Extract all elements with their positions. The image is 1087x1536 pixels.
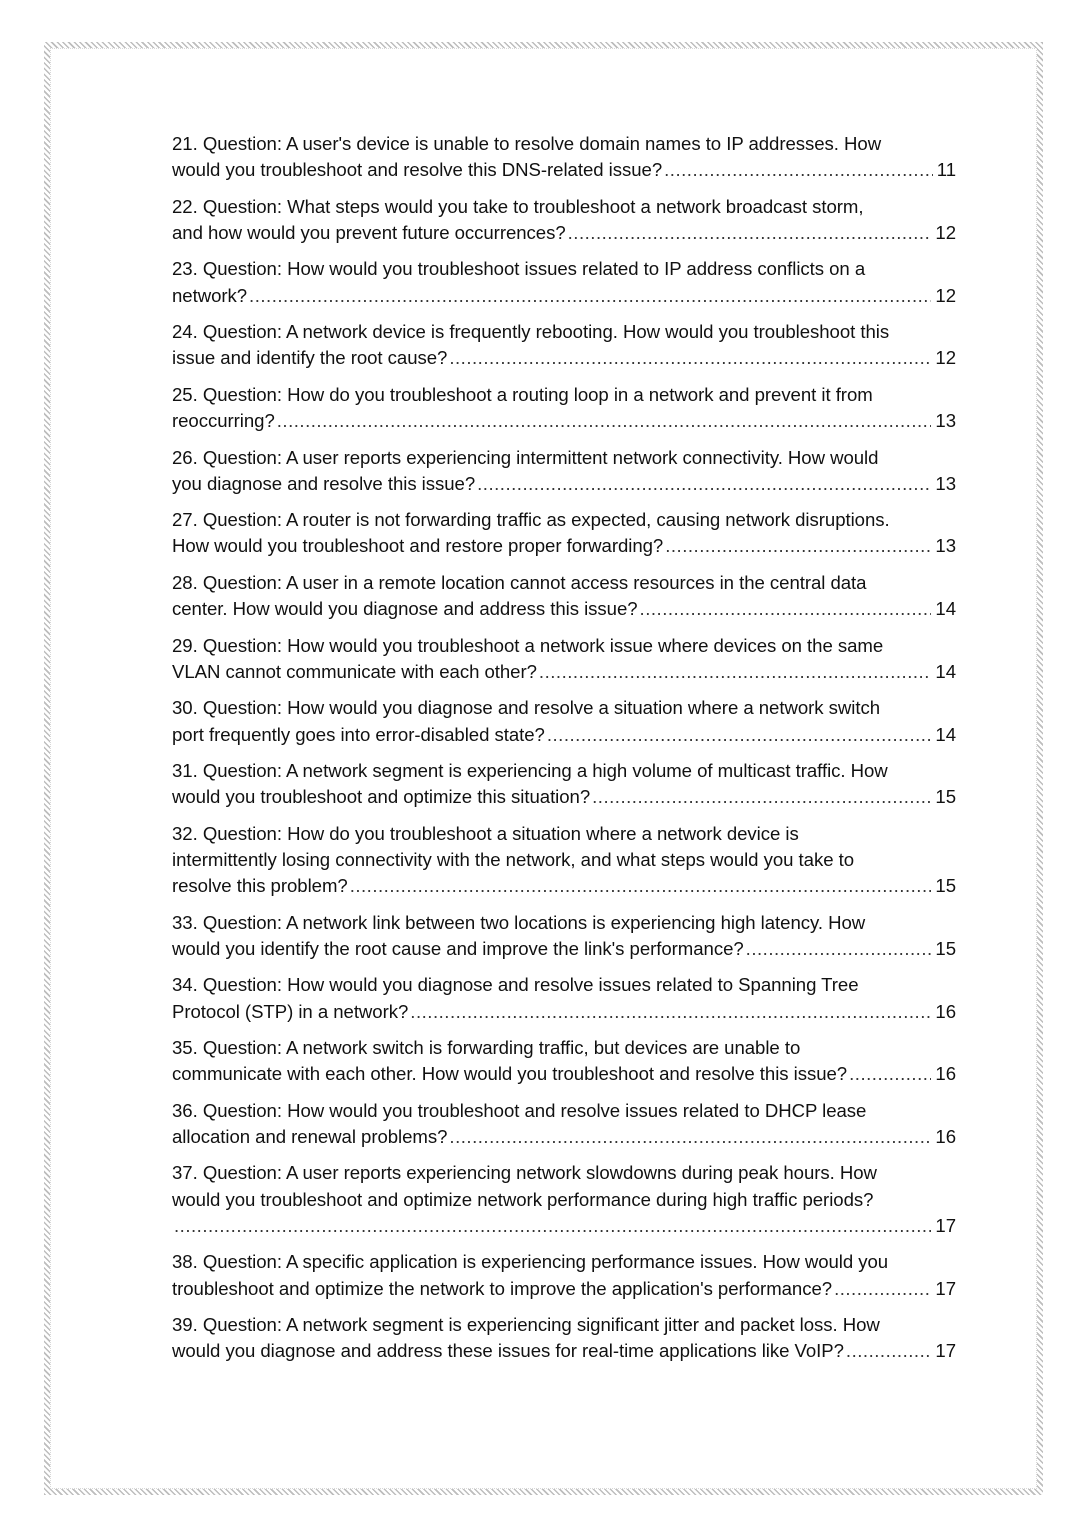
toc-page-number: 16 (935, 1063, 956, 1085)
toc-page-number: 12 (935, 284, 956, 306)
toc-entry-line: Question: A network segment is experiencing significant jitter and packet loss. How (202, 1314, 880, 1336)
toc-entry-tail: would you identify the root cause and improve the link's performance? (172, 937, 744, 959)
toc-entry[interactable] (172, 382, 956, 434)
toc-entry-last-line (172, 659, 956, 685)
toc-entry-title (172, 972, 956, 998)
toc-entry-number: 25. (172, 383, 198, 405)
dot-leader (834, 1276, 931, 1302)
toc-entry[interactable] (172, 1098, 956, 1150)
toc-page-number: 16 (935, 1125, 956, 1147)
toc-entry-number: 34. (172, 974, 198, 996)
toc-entry-title (172, 1160, 956, 1212)
toc-page-number: 13 (935, 410, 956, 432)
toc-entry[interactable] (172, 1160, 956, 1239)
toc-entry[interactable] (172, 910, 956, 962)
toc-entry-line: Question: A router is not forwarding traffic as expected, causing network disruptions. (202, 509, 890, 531)
toc-entry[interactable] (172, 194, 956, 246)
toc-entry-last-line (172, 1213, 956, 1239)
dot-leader (664, 157, 933, 183)
toc-entry[interactable] (172, 821, 956, 900)
toc-entry[interactable] (172, 695, 956, 747)
toc-entry-line: Question: How would you troubleshoot and resolve issues related to DHCP lease (202, 1099, 867, 1121)
toc-entry[interactable] (172, 570, 956, 622)
dot-leader (746, 936, 932, 962)
dot-leader (539, 659, 931, 685)
dot-leader (410, 999, 931, 1025)
toc-entry[interactable] (172, 319, 956, 371)
toc-entry-line: Question: A network device is frequently rebooting. How would you troubleshoot this (202, 321, 890, 343)
toc-entry-line: Question: What steps would you take to troubleshoot a network broadcast storm, (202, 195, 864, 217)
toc-entry-line: Question: A user's device is unable to resolve domain names to IP addresses. How (202, 133, 882, 154)
toc-entry-number: 35. (172, 1037, 198, 1059)
table-of-contents (172, 131, 956, 1375)
toc-entry-tail: issue and identify the root cause? (172, 347, 448, 369)
toc-entry-line: would you troubleshoot and optimize network performance during high traffic periods? (172, 1188, 874, 1210)
dot-leader (849, 1061, 931, 1087)
toc-entry-last-line (172, 596, 956, 622)
toc-entry[interactable] (172, 1312, 956, 1364)
toc-entry-number: 38. (172, 1251, 198, 1273)
toc-entry-tail: allocation and renewal problems? (172, 1125, 448, 1147)
toc-entry-number: 32. (172, 822, 198, 844)
toc-entry-tail: network? (172, 284, 248, 306)
dot-leader (846, 1338, 931, 1364)
dot-leader (477, 471, 931, 497)
toc-entry-title (172, 507, 956, 533)
toc-entry-title (172, 1098, 956, 1124)
toc-entry-line: Question: How would you troubleshoot a network issue where devices on the same (202, 634, 884, 656)
dot-leader (449, 1124, 931, 1150)
toc-entry-number: 31. (172, 760, 198, 782)
toc-entry-last-line (172, 999, 956, 1025)
toc-entry-tail: center. How would you diagnose and address this issue? (172, 598, 638, 620)
toc-entry-tail: would you diagnose and address these issues for real-time applications like VoIP? (172, 1340, 844, 1362)
toc-entry-number: 23. (172, 258, 198, 280)
toc-entry-number: 39. (172, 1314, 198, 1336)
toc-page-number: 14 (935, 723, 956, 745)
toc-entry-number: 24. (172, 321, 198, 343)
toc-entry-number: 27. (172, 509, 198, 531)
toc-entry-last-line (172, 157, 956, 183)
toc-entry-title (172, 319, 956, 345)
toc-page-number: 17 (935, 1214, 956, 1236)
toc-entry-last-line (172, 784, 956, 810)
toc-entry-last-line (172, 1276, 956, 1302)
dot-leader (640, 596, 932, 622)
toc-entry-line: Question: How would you troubleshoot issues related to IP address conflicts on a (202, 258, 866, 280)
toc-entry-title (172, 695, 956, 721)
toc-entry-last-line (172, 345, 956, 371)
toc-entry-last-line (172, 283, 956, 309)
toc-entry-line: Question: How do you troubleshoot a situation where a network device is (202, 822, 799, 844)
toc-entry-line: Question: A network link between two locations is experiencing high latency. How (202, 911, 866, 933)
toc-entry-tail: reoccurring? (172, 410, 275, 432)
toc-entry-tail: would you troubleshoot and resolve this DNS-related issue? (172, 159, 663, 181)
toc-entry-tail: Protocol (STP) in a network? (172, 1000, 409, 1022)
toc-page-number: 15 (935, 786, 956, 808)
toc-page-number: 16 (935, 1000, 956, 1022)
toc-entry-last-line (172, 220, 956, 246)
toc-page-number: 17 (935, 1277, 956, 1299)
toc-entry-title (172, 758, 956, 784)
toc-entry-title (172, 445, 956, 471)
toc-entry-last-line (172, 533, 956, 559)
toc-entry-tail: resolve this problem? (172, 875, 348, 897)
toc-entry-number: 37. (172, 1162, 198, 1184)
toc-entry-last-line (172, 408, 956, 434)
toc-entry-last-line (172, 873, 956, 899)
toc-entry[interactable] (172, 507, 956, 559)
toc-entry[interactable] (172, 256, 956, 308)
toc-page-number: 17 (935, 1340, 956, 1362)
toc-entry-line: Question: A user in a remote location cannot access resources in the central data (202, 571, 867, 593)
toc-entry-title (172, 1249, 956, 1275)
toc-entry-last-line (172, 471, 956, 497)
toc-entry[interactable] (172, 445, 956, 497)
toc-entry-tail: communicate with each other. How would you troubleshoot and resolve this issue? (172, 1063, 848, 1085)
toc-page-number: 15 (935, 937, 956, 959)
toc-entry-last-line (172, 1061, 956, 1087)
dot-leader (277, 408, 932, 434)
toc-entry-number: 22. (172, 195, 198, 217)
toc-entry-last-line (172, 936, 956, 962)
toc-entry-tail: you diagnose and resolve this issue? (172, 472, 476, 494)
dot-leader (174, 1213, 931, 1239)
dot-leader (568, 220, 932, 246)
toc-entry-title (172, 1035, 956, 1061)
toc-entry-line: Question: How would you diagnose and resolve a situation where a network switch (202, 697, 880, 719)
toc-page-number: 13 (935, 535, 956, 557)
dot-leader (592, 784, 931, 810)
toc-entry-number: 21. (172, 133, 198, 154)
toc-entry[interactable] (172, 131, 956, 183)
toc-entry-last-line (172, 1124, 956, 1150)
toc-entry-tail: port frequently goes into error-disabled state? (172, 723, 545, 745)
toc-entry-line: Question: How would you diagnose and resolve issues related to Spanning Tree (202, 974, 859, 996)
toc-entry-title (172, 382, 956, 408)
toc-entry-last-line (172, 1338, 956, 1364)
toc-entry-number: 33. (172, 911, 198, 933)
toc-entry-number: 26. (172, 446, 198, 468)
toc-entry[interactable] (172, 633, 956, 685)
toc-entry[interactable] (172, 1035, 956, 1087)
toc-page-number: 14 (935, 660, 956, 682)
toc-entry-title (172, 633, 956, 659)
toc-entry-title (172, 821, 956, 873)
toc-entry-line: Question: A network switch is forwarding traffic, but devices are unable to (202, 1037, 801, 1059)
toc-entry-number: 30. (172, 697, 198, 719)
toc-entry-tail: How would you troubleshoot and restore proper forwarding? (172, 535, 664, 557)
toc-entry-number: 29. (172, 634, 198, 656)
toc-page-number: 14 (935, 598, 956, 620)
toc-entry-line: Question: A network segment is experiencing a high volume of multicast traffic. How (202, 760, 888, 782)
dot-leader (350, 873, 932, 899)
toc-entry-last-line (172, 722, 956, 748)
toc-entry-tail: VLAN cannot communicate with each other? (172, 660, 537, 682)
dot-leader (547, 722, 932, 748)
toc-entry-line: intermittently losing connectivity with the network, and what steps would you take to (172, 848, 855, 870)
toc-entry-line: Question: A user reports experiencing network slowdowns during peak hours. How (202, 1162, 877, 1184)
toc-entry-title (172, 131, 956, 157)
toc-page-number: 11 (936, 159, 956, 181)
toc-page-number: 15 (935, 875, 956, 897)
toc-page-number: 13 (935, 472, 956, 494)
toc-page-number: 12 (935, 347, 956, 369)
dot-leader (249, 283, 931, 309)
toc-entry-line: Question: How do you troubleshoot a routing loop in a network and prevent it from (202, 383, 873, 405)
toc-entry-tail: would you troubleshoot and optimize this situation? (172, 786, 591, 808)
toc-page-number: 12 (935, 221, 956, 243)
toc-entry-tail: troubleshoot and optimize the network to improve the application's performance? (172, 1277, 833, 1299)
toc-entry-title (172, 256, 956, 282)
toc-entry[interactable] (172, 758, 956, 810)
dot-leader (449, 345, 931, 371)
toc-entry-title (172, 910, 956, 936)
toc-entry-line: Question: A user reports experiencing intermittent network connectivity. How would (202, 446, 879, 468)
dot-leader (665, 533, 931, 559)
toc-entry-title (172, 194, 956, 220)
toc-entry[interactable] (172, 1249, 956, 1301)
toc-entry[interactable] (172, 972, 956, 1024)
toc-entry-title (172, 570, 956, 596)
toc-entry-line: Question: A specific application is experiencing performance issues. How would you (202, 1251, 889, 1273)
toc-entry-title (172, 1312, 956, 1338)
toc-entry-tail: and how would you prevent future occurrences? (172, 221, 566, 243)
toc-entry-number: 36. (172, 1099, 198, 1121)
toc-entry-number: 28. (172, 571, 198, 593)
